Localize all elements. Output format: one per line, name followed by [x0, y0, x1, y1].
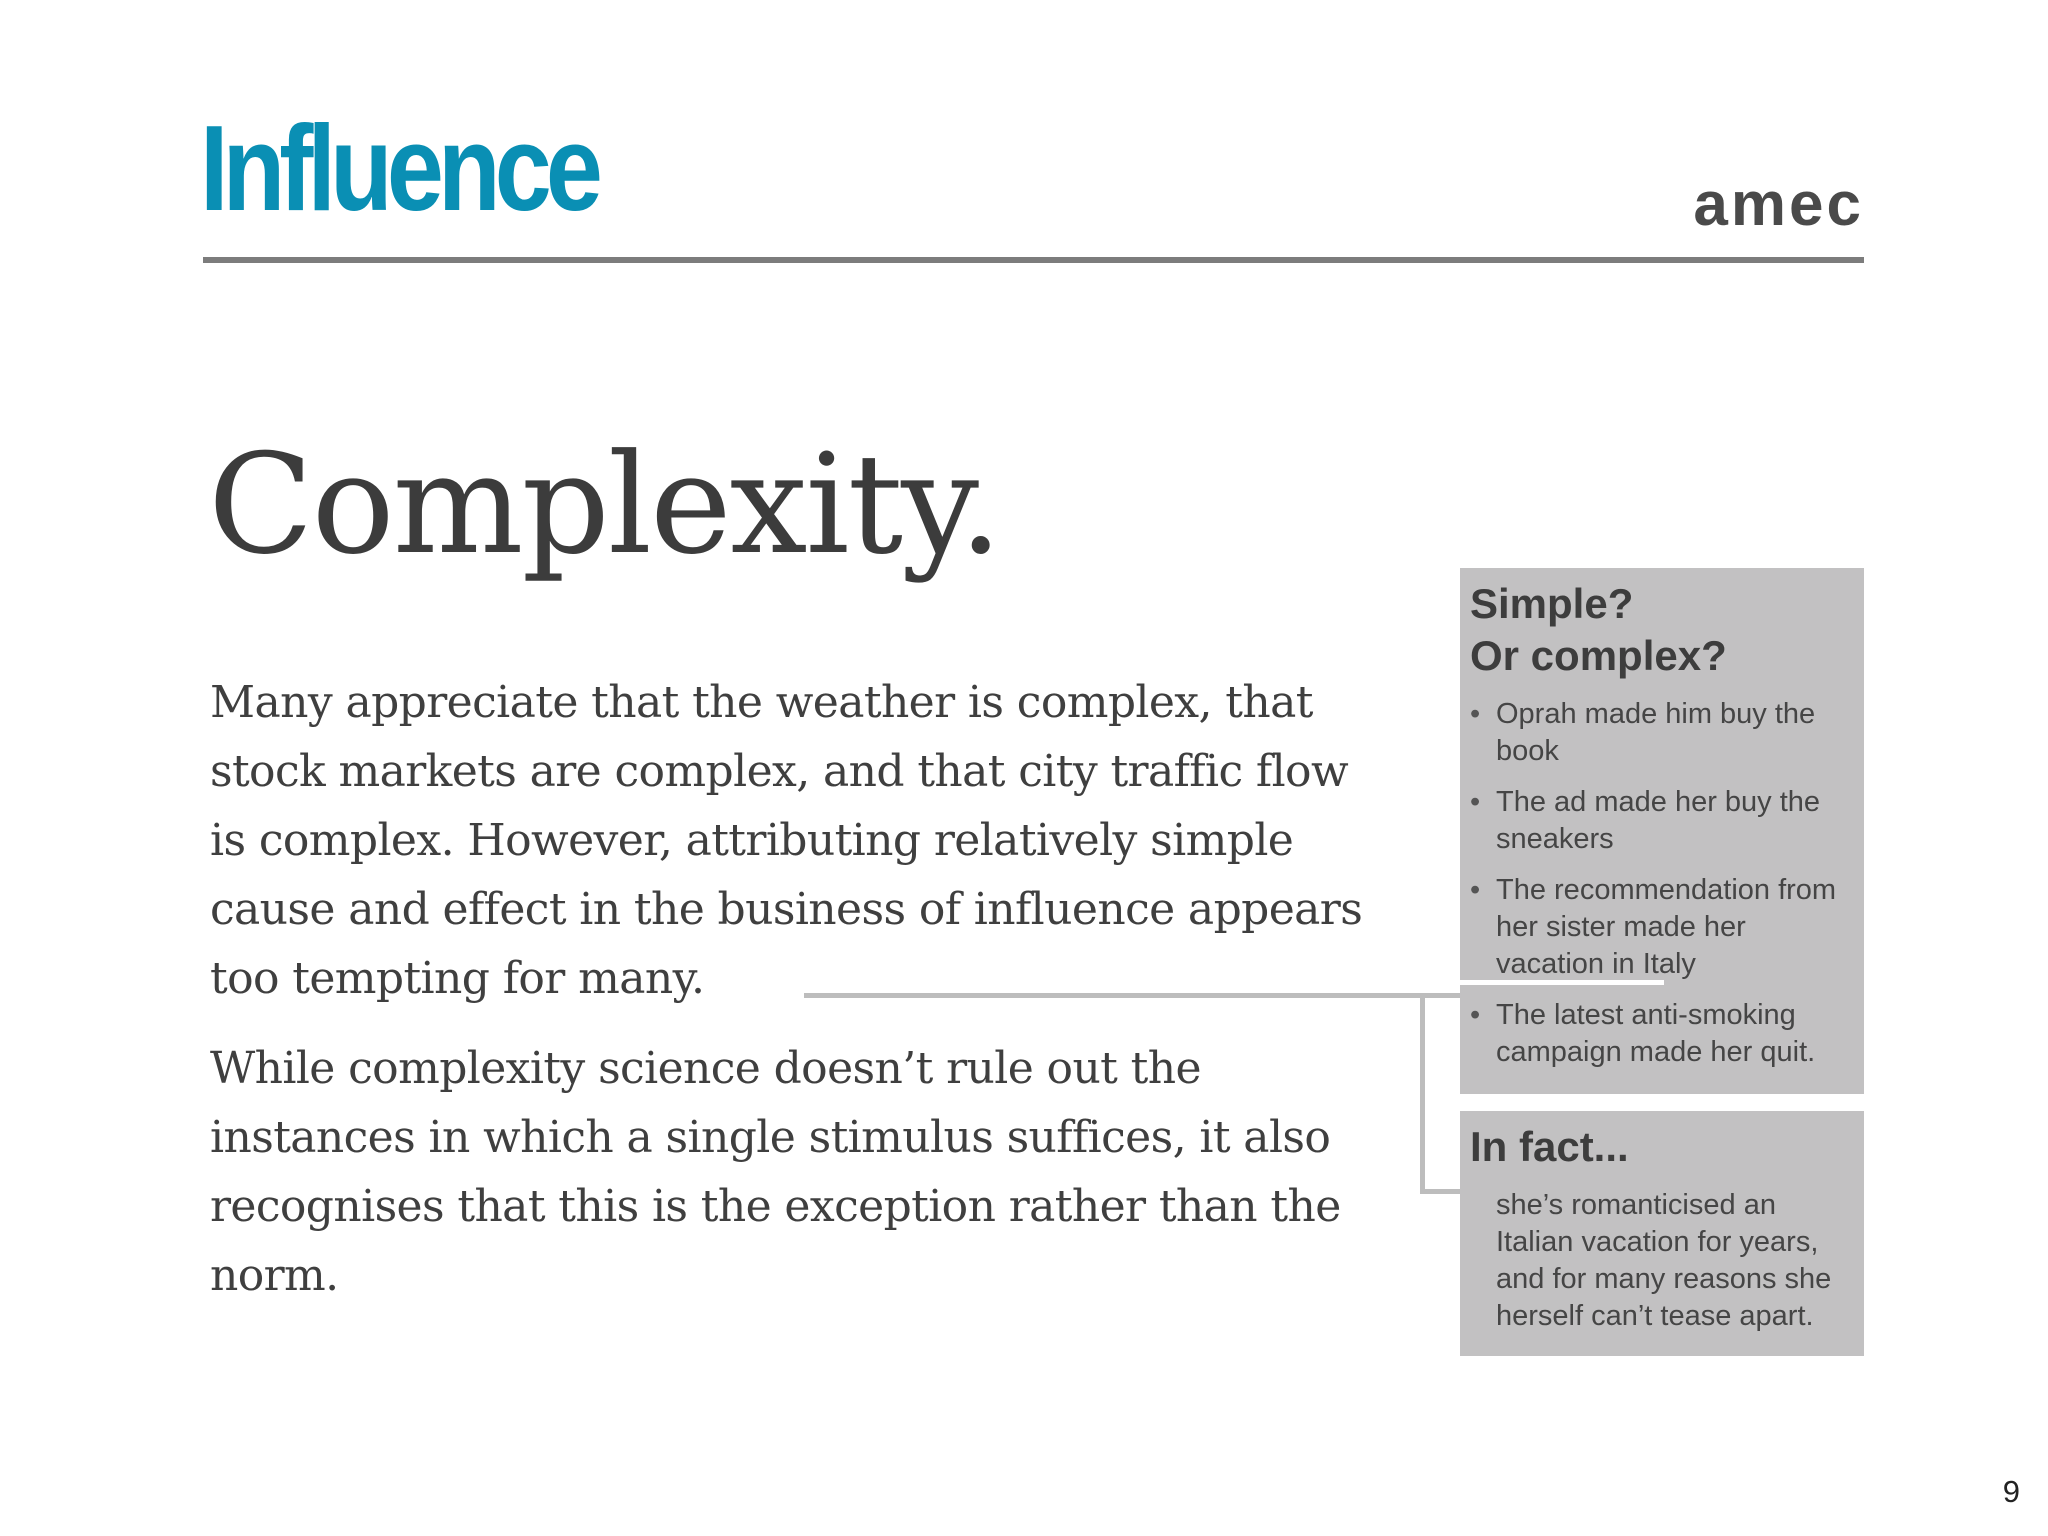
body-paragraph: Many appreciate that the weather is complex, that stock markets are complex, and that city traffic flow is complex. However, attributing relatively simple cause and effect in the business of influence appears too tempting for many. — [210, 677, 1363, 1004]
callout-bullet-list — [1470, 696, 1858, 1085]
page-heading: Complexity. — [208, 424, 1001, 585]
brand-logo: amec — [1693, 170, 1864, 239]
callout-heading-line1: Simple? — [1470, 580, 1634, 627]
list-item: • Oprah made him buy the book — [1470, 696, 1858, 770]
fact-text: she’s romanticised an Italian vacation for years, and for many reasons she herself can’t tease apart. — [1496, 1189, 1832, 1332]
callout-heading — [1470, 578, 1727, 682]
connector-horizontal-main — [804, 993, 1460, 998]
header-title: Influence — [200, 100, 597, 236]
fact-heading: In fact... — [1470, 1123, 1629, 1170]
connector-vertical — [1420, 993, 1425, 1194]
connector-horizontal-lower — [1420, 1189, 1460, 1194]
simple-or-complex-box — [1460, 568, 1864, 1094]
list-item: • The ad made her buy the sneakers — [1470, 784, 1858, 858]
callout-heading-line2: Or complex? — [1470, 632, 1727, 679]
body-paragraph: While complexity science doesn’t rule out the instances in which a single stimulus suffices, it also recognises that this is the exception rather than the norm. — [210, 1043, 1341, 1301]
list-item: • The recommendation from her sister made her vacation in Italy — [1470, 872, 1858, 983]
header-divider — [203, 257, 1864, 263]
box-separator-line — [1460, 980, 1664, 985]
list-item: • The latest anti-smoking campaign made her quit. — [1470, 997, 1858, 1071]
page-number: 9 — [2002, 1474, 2020, 1509]
in-fact-box — [1460, 1111, 1864, 1356]
